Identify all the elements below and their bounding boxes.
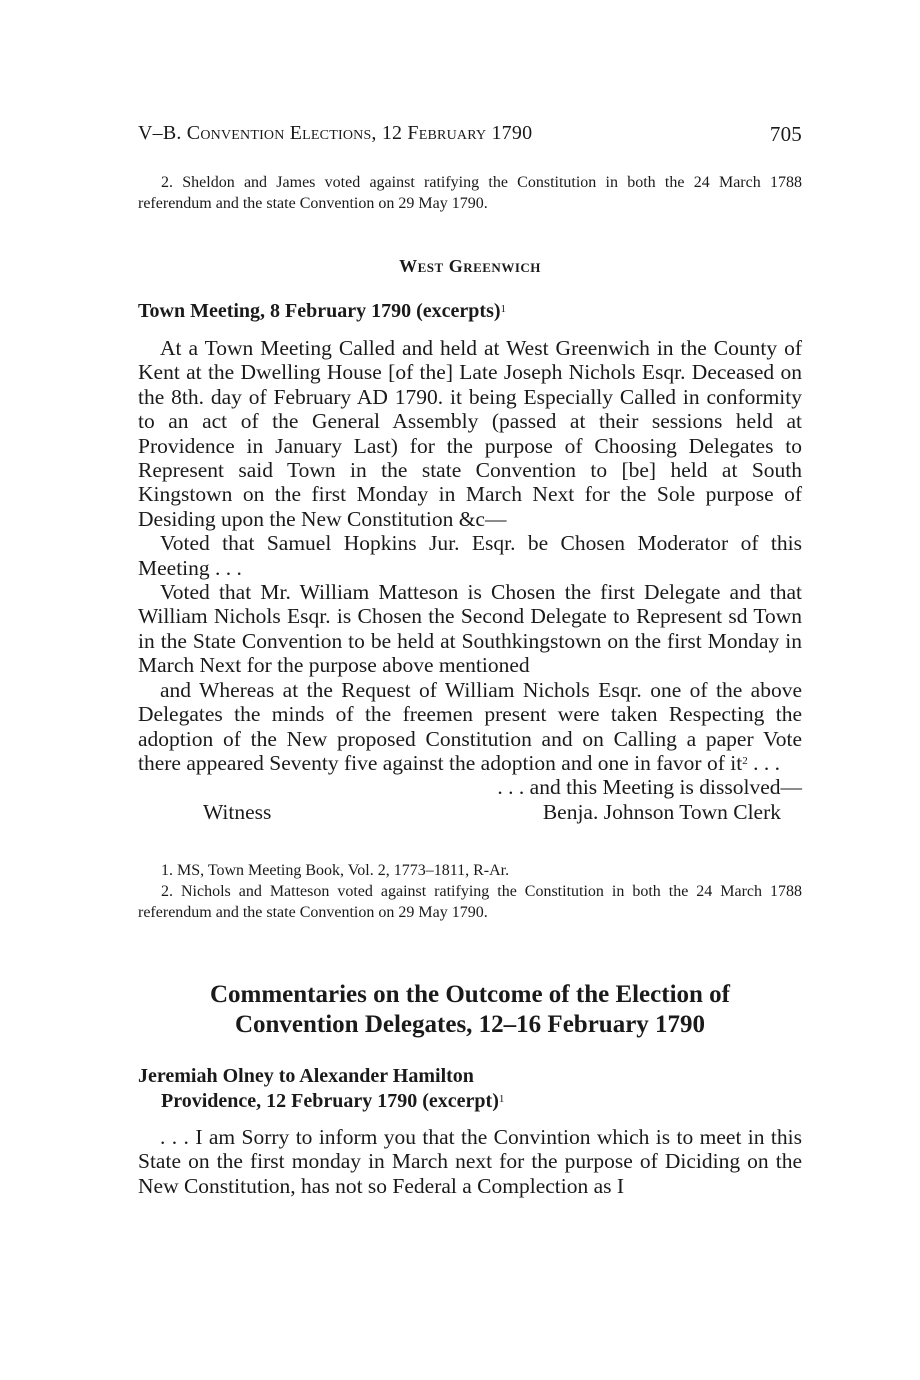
letter-place-date-text: Providence, 12 February 1790 (excerpt)	[161, 1090, 499, 1112]
paragraph	[138, 678, 802, 776]
title-line: Convention Delegates, 12–16 February 1790	[234, 1011, 706, 1038]
footnote-ref: 1	[498, 1093, 505, 1105]
running-title: V–B. Convention Elections, 12 February 1790	[138, 122, 533, 144]
page-number: 705	[769, 122, 802, 146]
footnote: 1. MS, Town Meeting Book, Vol. 2, 1773–1811, R-Ar.	[161, 862, 510, 879]
letter-body	[138, 1125, 802, 1198]
section-title	[138, 256, 802, 277]
subhead-label: Town Meeting, 8 February 1790 (excerpts)	[138, 300, 501, 322]
paragraph: . . . I am Sorry to inform you that the Convintion which is to meet in this State on the first monday in March next for the purpose of Diciding on the New Constitution, has not so Federal a Complection as I	[138, 1125, 802, 1198]
footnote-ref: 2	[742, 754, 748, 767]
footnote-text: 2. Sheldon and James voted against ratifying the Constitution in both the 24 March 1788 referendum and the state Convention on 29 May 1790.	[138, 174, 802, 212]
letter-place-date	[138, 1089, 802, 1114]
paragraph-body: and Whereas at the Request of William Nichols Esqr. one of the above Delegates the minds of the freemen present were taken Respecting the adoption of the New proposed Constitution and on Calling a paper Vote there appeared Seventy five against the adoption and one in favor of it	[138, 677, 802, 775]
letter-heading	[138, 1064, 802, 1114]
footnote: 2. Nichols and Matteson voted against ratifying the Constitution in both the 24 March 1788 referendum and the state Convention on 29 May 1790.	[138, 883, 802, 921]
letter-correspondents: Jeremiah Olney to Alexander Hamilton	[138, 1065, 474, 1087]
witness-label: Witness	[203, 799, 272, 824]
section-heading: West Greenwich	[399, 256, 541, 276]
meeting-record	[138, 336, 802, 824]
signature: Benja. Johnson Town Clerk	[542, 799, 781, 824]
subhead-text	[138, 299, 802, 324]
running-head	[138, 122, 802, 145]
ellipsis: . . .	[747, 750, 780, 775]
closing-line	[138, 775, 802, 799]
title-line: Commentaries on the Outcome of the Election of	[209, 981, 731, 1008]
signature-line	[138, 800, 802, 824]
closing-text: . . . and this Meeting is dissolved—	[497, 775, 802, 800]
footnote-ref: 1	[500, 303, 507, 315]
section-footnotes	[138, 860, 802, 923]
top-footnote	[138, 172, 802, 214]
paragraph: Voted that Samuel Hopkins Jur. Esqr. be Chosen Moderator of this Meeting . . .	[138, 531, 802, 580]
commentaries-title	[138, 980, 802, 1040]
meeting-subhead	[138, 299, 802, 324]
paragraph: At a Town Meeting Called and held at West Greenwich in the County of Kent at the Dwelling House [of the] Late Joseph Nichols Esqr. Deceased on the 8th. day of February AD 1790. it being Especially Called in conformity to an act of the General Assembly (passed at their sessions held at Providence in January Last) for the purpose of Choosing Delegates to Represent said Town in the state Convention to [be] held at South Kingstown on the first Monday in March Next for the Sole purpose of Desiding upon the New Constitution &c—	[138, 336, 802, 531]
paragraph: Voted that Mr. William Matteson is Chosen the first Delegate and that William Nichols Esqr. is Chosen the Second Delegate to Represent sd Town in the State Convention to be held at Southkingstown on the first Monday in March Next for the purpose above mentioned	[138, 580, 802, 678]
